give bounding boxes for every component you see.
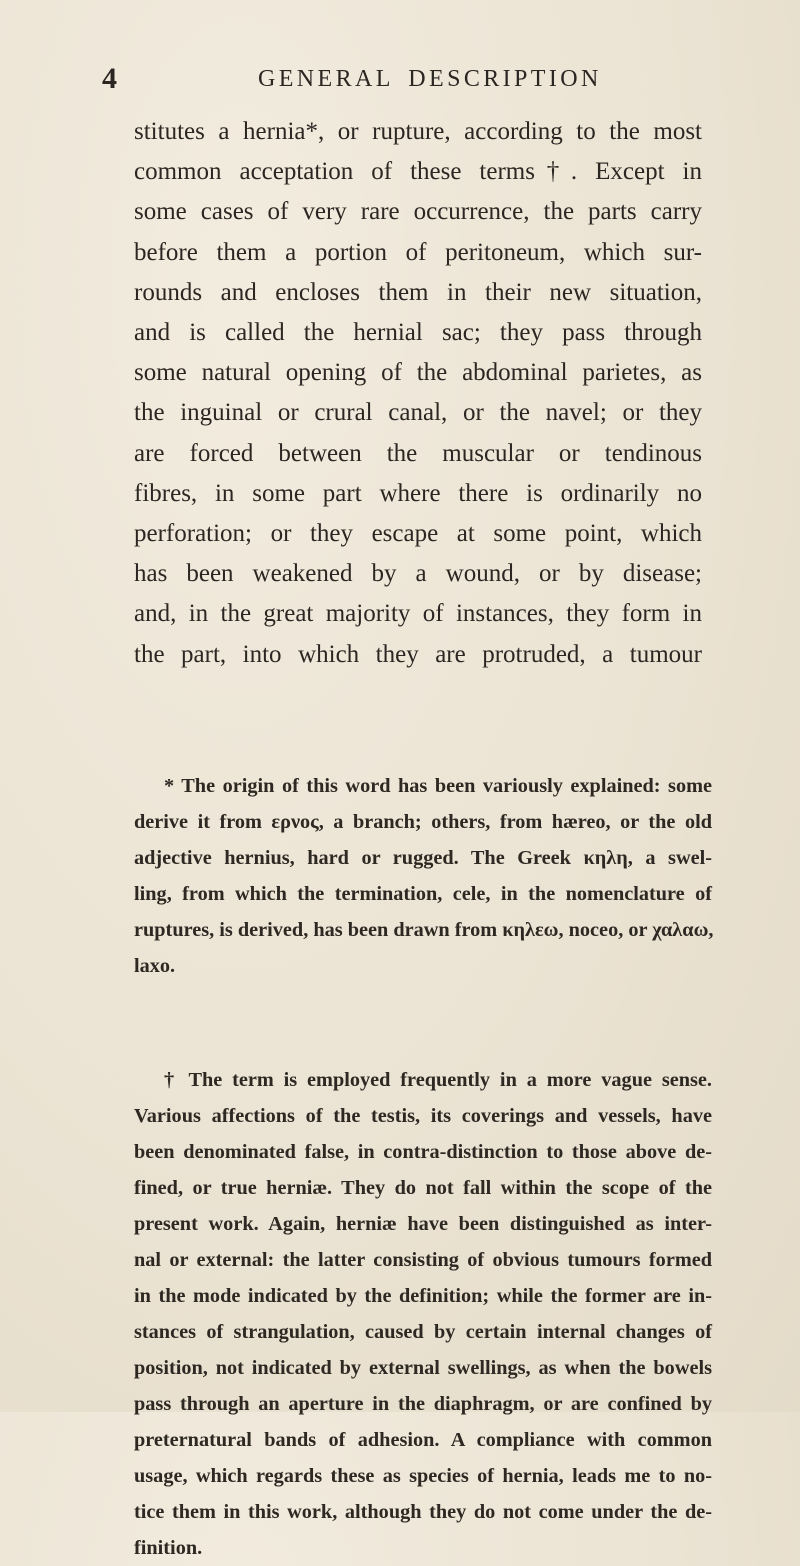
- text-line: before them a portion of peritoneum, which sur-: [134, 238, 702, 266]
- footnote-line: * The origin of this word has been variously explained: some: [164, 775, 712, 797]
- footnote-origin: [134, 768, 712, 984]
- running-title: GENERAL DESCRIPTION: [258, 66, 602, 92]
- text-line: and, in the great majority of instances, they form in: [134, 600, 702, 628]
- text-line: some cases of very rare occurrence, the parts carry: [134, 198, 702, 226]
- text-line: stitutes a hernia*, or rupture, according to the most: [134, 118, 702, 145]
- footnote-line: tice them in this work, although they do not come under the de-: [134, 1501, 712, 1523]
- footnote-line: nal or external: the latter consisting of obvious tumours formed: [134, 1249, 712, 1271]
- footnote-line: in the mode indicated by the definition; while the former are in-: [134, 1285, 712, 1307]
- text-line: the part, into which they are protruded, a tumour: [134, 640, 702, 668]
- footnote-line: ruptures, is derived, has been drawn from κηλεω, noceo, or χαλαω,: [134, 919, 714, 941]
- text-line: fibres, in some part where there is ordinarily no: [134, 479, 702, 507]
- footnote-line: ling, from which the termination, cele, in the nomenclature of: [134, 883, 712, 905]
- footnote-line: position, not indicated by external swellings, as when the bowels: [134, 1357, 712, 1379]
- footnote-line: pass through an aperture in the diaphragm, or are confined by: [134, 1393, 712, 1415]
- page-header: [0, 62, 800, 102]
- footnote-line: † The term is employed frequently in a more vague sense.: [164, 1069, 712, 1091]
- footnote-line: laxo.: [134, 955, 176, 977]
- main-text: [134, 112, 702, 675]
- footnote-line: adjective hernius, hard or rugged. The Greek κηλη, a swel-: [134, 847, 712, 869]
- footnote-line: present work. Again, herniæ have been distinguished as inter-: [134, 1213, 712, 1235]
- text-line: are forced between the muscular or tendinous: [134, 439, 702, 467]
- footnote-line: usage, which regards these as species of hernia, leads me to no-: [134, 1465, 712, 1487]
- text-line: has been weakened by a wound, or by disease;: [134, 560, 702, 588]
- footnote-line: finition.: [134, 1537, 203, 1559]
- text-line: and is called the hernial sac; they pass through: [134, 319, 702, 347]
- text-line: perforation; or they escape at some point, which: [134, 520, 702, 548]
- text-line: the inguinal or crural canal, or the navel; or they: [134, 399, 702, 427]
- footnote-line: Various affections of the testis, its coverings and vessels, have: [134, 1105, 712, 1127]
- footnote-line: derive it from ερνος, a branch; others, from hæreo, or the old: [134, 811, 712, 833]
- footnote-term: [134, 1062, 712, 1566]
- text-line: some natural opening of the abdominal parietes, as: [134, 359, 702, 387]
- text-line: common acceptation of these terms†. Except in: [134, 158, 702, 186]
- footnote-line: fined, or true herniæ. They do not fall within the scope of the: [134, 1177, 712, 1199]
- text-line: rounds and encloses them in their new situation,: [134, 278, 702, 306]
- page-number: 4: [102, 62, 118, 95]
- footnote-line: been denominated false, in contra-distinction to those above de-: [134, 1141, 712, 1163]
- footnote-line: preternatural bands of adhesion. A compliance with common: [134, 1429, 712, 1451]
- footnote-line: stances of strangulation, caused by certain internal changes of: [134, 1321, 712, 1343]
